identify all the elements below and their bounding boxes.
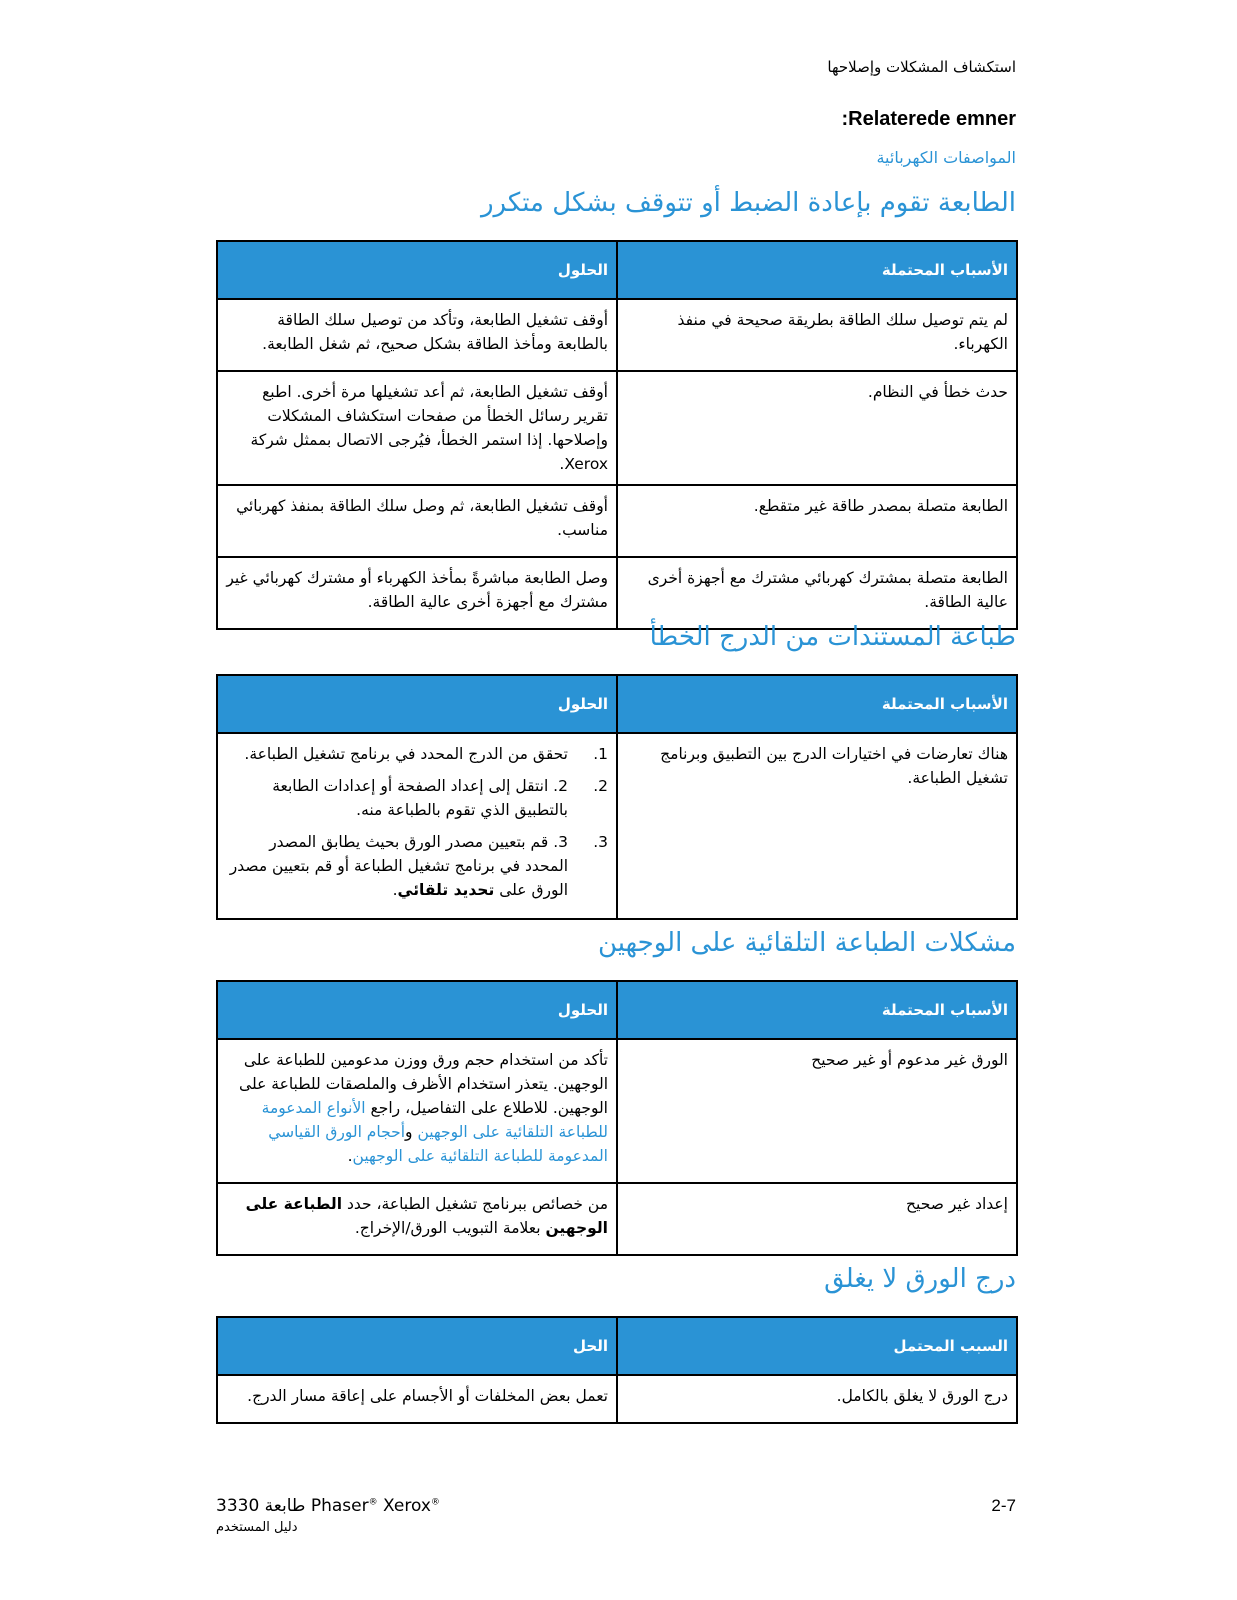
table-wrong-tray (216, 674, 1018, 920)
section-title-resets: الطابعة تقوم بإعادة الضبط أو تتوقف بشكل متكرر (480, 188, 1016, 218)
cause-cell: الطابعة متصلة بمصدر طاقة غير متقطع. (617, 485, 1017, 557)
footer-guide: دليل المستخدم (216, 1520, 298, 1535)
table-row (217, 1183, 1017, 1255)
footer-product-suffix: طابعة 3330 (216, 1496, 306, 1516)
table-row (217, 1375, 1017, 1423)
list-item (226, 742, 608, 766)
solution-bold-option: الطباعة على الوجهين (245, 1195, 608, 1237)
column-header-solution: الحل (217, 1317, 617, 1375)
running-header: استكشاف المشكلات وإصلاحها (827, 58, 1016, 76)
step-number: 3. (593, 833, 608, 851)
related-topic-link[interactable]: المواصفات الكهربائية (876, 148, 1016, 167)
section-title-tray: درج الورق لا يغلق (824, 1264, 1016, 1294)
step-number: 2. (593, 777, 608, 795)
step-text: 3. قم بتعيين مصدر الورق بحيث يطابق المصدر المحدد في برنامج تشغيل الطباعة أو قم بتعيين مصدر الورق على (229, 833, 568, 899)
table-row (217, 485, 1017, 557)
solution-cell (217, 733, 617, 919)
link-supported-types[interactable]: الأنواع المدعومة للطباعة التلقائية على الوجهين (261, 1099, 608, 1141)
solution-text: تأكد من استخدام حجم ورق ووزن مدعومين للطباعة على الوجهين. يتعذر استخدام الأظرف والملصقات للطباعة على الوجهين. للاطلاع على التفاصيل، راجع (239, 1051, 608, 1117)
cause-cell: الورق غير مدعوم أو غير صحيح (617, 1039, 1017, 1183)
table-resets (216, 240, 1018, 630)
column-header-cause: السبب المحتمل (617, 1317, 1017, 1375)
related-topics-label: :Relaterede emner (841, 108, 1016, 130)
footer-page-number: 2-7 (991, 1496, 1016, 1515)
step-text: 2. انتقل إلى إعداد الصفحة أو إعدادات الطابعة بالتطبيق الذي تقوم بالطباعة منه. (272, 777, 568, 819)
column-header-causes: الأسباب المحتملة (617, 675, 1017, 733)
solution-cell: أوقف تشغيل الطابعة، وتأكد من توصيل سلك الطاقة بالطابعة ومأخذ الطاقة بشكل صحيح، ثم شغل الطابعة. (217, 299, 617, 371)
table-tray (216, 1316, 1018, 1424)
cause-cell: هناك تعارضات في اختيارات الدرج بين التطبيق وبرنامج تشغيل الطباعة. (617, 733, 1017, 919)
column-header-causes: الأسباب المحتملة (617, 241, 1017, 299)
step-text-end: . (392, 881, 398, 899)
table-row (217, 557, 1017, 629)
column-header-solutions: الحلول (217, 981, 617, 1039)
steps-list (226, 742, 608, 902)
column-header-solutions: الحلول (217, 675, 617, 733)
table-row (217, 733, 1017, 919)
list-item (226, 774, 608, 822)
solution-cell: وصل الطابعة مباشرةً بمأخذ الكهرباء أو مشترك كهربائي غير مشترك مع أجهزة أخرى عالية الطاقة. (217, 557, 617, 629)
footer-product-model: Phaser (310, 1496, 369, 1516)
section-title-duplex: مشكلات الطباعة التلقائية على الوجهين (598, 928, 1016, 958)
link-supported-sizes[interactable]: أحجام الورق القياسي المدعومة للطباعة التلقائية على الوجهين (268, 1123, 608, 1165)
solution-cell: تعمل بعض المخلفات أو الأجسام على إعاقة مسار الدرج. (217, 1375, 617, 1423)
step-bold-option: تحديد تلقائي (397, 881, 495, 899)
footer-product: طابعة 3330 Phaser® Xerox® (216, 1496, 440, 1516)
solution-end: . (347, 1147, 353, 1165)
solution-cell: أوقف تشغيل الطابعة، ثم وصل سلك الطاقة بمنفذ كهربائي مناسب. (217, 485, 617, 557)
solution-cell: أوقف تشغيل الطابعة، ثم أعد تشغيلها مرة أخرى. اطبع تقرير رسائل الخطأ من صفحات استكشاف المشكلات وإصلاحها. إذا استمر الخطأ، فيُرجى الاتصال بممثل شركة Xerox. (217, 371, 617, 485)
table-row (217, 1039, 1017, 1183)
cause-cell: حدث خطأ في النظام. (617, 371, 1017, 485)
step-number: 1. (593, 745, 608, 763)
solution-and: و (405, 1123, 418, 1141)
table-duplex (216, 980, 1018, 1256)
solution-text: من خصائص ببرنامج تشغيل الطباعة، حدد (342, 1195, 608, 1213)
table-row (217, 299, 1017, 371)
column-header-causes: الأسباب المحتملة (617, 981, 1017, 1039)
cause-cell: لم يتم توصيل سلك الطاقة بطريقة صحيحة في منفذ الكهرباء. (617, 299, 1017, 371)
cause-cell: إعداد غير صحيح (617, 1183, 1017, 1255)
solution-text-end: بعلامة التبويب الورق/الإخراج. (354, 1219, 546, 1237)
cause-cell: الطابعة متصلة بمشترك كهربائي مشترك مع أجهزة أخرى عالية الطاقة. (617, 557, 1017, 629)
table-row (217, 371, 1017, 485)
cause-cell: درج الورق لا يغلق بالكامل. (617, 1375, 1017, 1423)
step-text: تحقق من الدرج المحدد في برنامج تشغيل الطباعة. (244, 745, 568, 763)
solution-cell (217, 1039, 617, 1183)
list-item (226, 830, 608, 902)
footer-product-brand: Xerox (383, 1496, 431, 1516)
section-title-wrong-tray: طباعة المستندات من الدرج الخطأ (649, 622, 1016, 652)
column-header-solutions: الحلول (217, 241, 617, 299)
solution-cell (217, 1183, 617, 1255)
